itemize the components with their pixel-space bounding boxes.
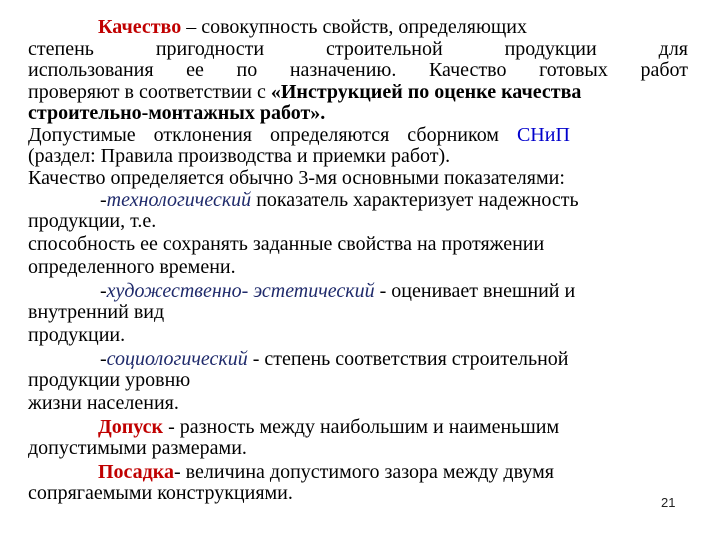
art-indicator-line	[100, 280, 690, 302]
fit-text: - величина допустимого зазора между двумя	[174, 461, 554, 483]
soc-line-3: жизни населения.	[28, 392, 179, 414]
indicators-intro: Качество определяется обычно 3-мя основными показателями:	[28, 167, 565, 189]
fit-definition-line	[98, 461, 688, 483]
quality-definition-text: – совокупность свойств, определяющих	[181, 16, 528, 38]
art-term: художественно- эстетический	[106, 280, 375, 302]
art-line-2: внутренний вид	[28, 301, 165, 323]
tolerance-line-2: допустимыми размерами.	[28, 437, 247, 459]
tech-text: показатель характеризует надежность	[251, 189, 579, 211]
tech-term: технологический	[106, 189, 252, 211]
instruction-title-end: строительно-монтажных работ».	[28, 102, 326, 124]
tolerance-text: - разность между наибольшим и наименьшим	[163, 416, 560, 438]
quality-line-4-text: проверяют в соответствии с	[28, 81, 271, 103]
soc-dash: -	[100, 348, 107, 370]
soc-term: социологический	[106, 348, 248, 370]
art-text: - оценивает внешний и	[374, 280, 576, 302]
tolerance-definition-line	[98, 416, 688, 438]
quality-line-3: использования ее по назначению. Качество готовых работ	[28, 59, 688, 81]
instruction-title-start: «Инструкцией по оценке качества	[270, 81, 582, 103]
art-dash: -	[100, 280, 107, 302]
tolerance-term: Допуск	[98, 416, 164, 438]
fit-term: Посадка	[98, 461, 175, 483]
soc-indicator-line	[100, 348, 690, 370]
quality-definition-line	[98, 16, 688, 38]
quality-line-4	[28, 81, 688, 103]
soc-text: - степень соответствия строительной	[247, 348, 569, 370]
soc-line-2: продукции уровню	[28, 369, 191, 391]
snip-reference: СНиП	[516, 124, 570, 146]
tolerances-text: Допустимые отклонения определяются сборником	[28, 124, 517, 146]
tolerances-section-line: (раздел: Правила производства и приемки работ).	[28, 145, 451, 167]
quality-term: Качество	[98, 16, 182, 38]
tolerances-line	[28, 124, 688, 146]
tech-indicator-line	[100, 189, 690, 211]
art-line-3: продукции.	[28, 324, 126, 346]
quality-line-2: степень пригодности строительной продукции для	[28, 38, 688, 60]
tech-line-3: способность ее сохранять заданные свойства на протяжении	[28, 233, 545, 255]
tech-line-4: определенного времени.	[28, 256, 236, 278]
tech-dash: -	[100, 189, 107, 211]
fit-line-2: сопрягаемыми конструкциями.	[28, 482, 293, 504]
tech-line-2: продукции, т.е.	[28, 210, 157, 232]
page-number: 21	[661, 495, 676, 510]
